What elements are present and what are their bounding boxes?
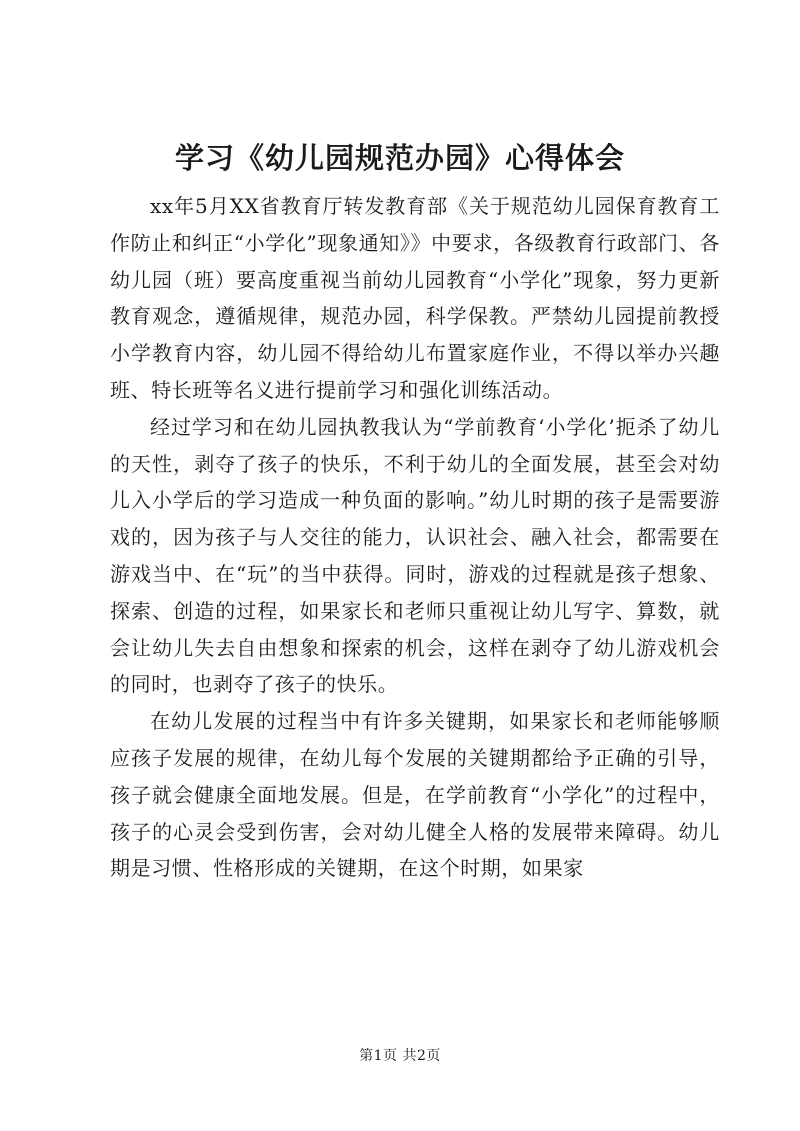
page-title: 学习《幼儿园规范办园》心得体会 <box>174 141 625 175</box>
page-footer: 第1页 共2页 <box>359 1048 441 1064</box>
paragraph-2: 经过学习和在幼儿园执教我认为“学前教育‘小学化’扼杀了幼儿的天性，剥夺了孩子的快乐，不利于幼儿的全面发展，甚至会对幼儿入小学后的学习造成一种负面的影响。”幼儿时期的孩子是需要游戏的，因为孩子与人交往的能力，认识社会、融入社会，都需要在游戏当中、在“玩”的当中获得。同时，游戏的过程就是孩子想象、探索、创造的过程，如果家长和老师只重视让幼儿写字、算数，就会让幼儿失去自由想象和探索的机会，这样在剥夺了幼儿游戏机会的同时，也剥夺了孩子的快乐。 <box>110 414 720 697</box>
paragraph-1: xx年5月XX省教育厅转发教育部《关于规范幼儿园保育教育工作防止和纠正“小学化”现象通知》》中要求，各级教育行政部门、各幼儿园（班）要高度重视当前幼儿园教育“小学化”现象，努力更新教育观念，遵循规律，规范办园，科学保教。严禁幼儿园提前教授小学教育内容，幼儿园不得给幼儿布置家庭作业，不得以举办兴趣班、特长班等名义进行提前学习和强化训练活动。 <box>110 194 720 402</box>
document-body <box>110 188 720 887</box>
paragraph-3: 在幼儿发展的过程当中有许多关键期，如果家长和老师能够顺应孩子发展的规律，在幼儿每个发展的关键期都给予正确的引导，孩子就会健康全面地发展。但是，在学前教育“小学化”的过程中，孩子的心灵会受到伤害，会对幼儿健全人格的发展带来障碍。幼儿期是习惯、性格形成的关键期，在这个时期，如果家 <box>110 709 720 881</box>
